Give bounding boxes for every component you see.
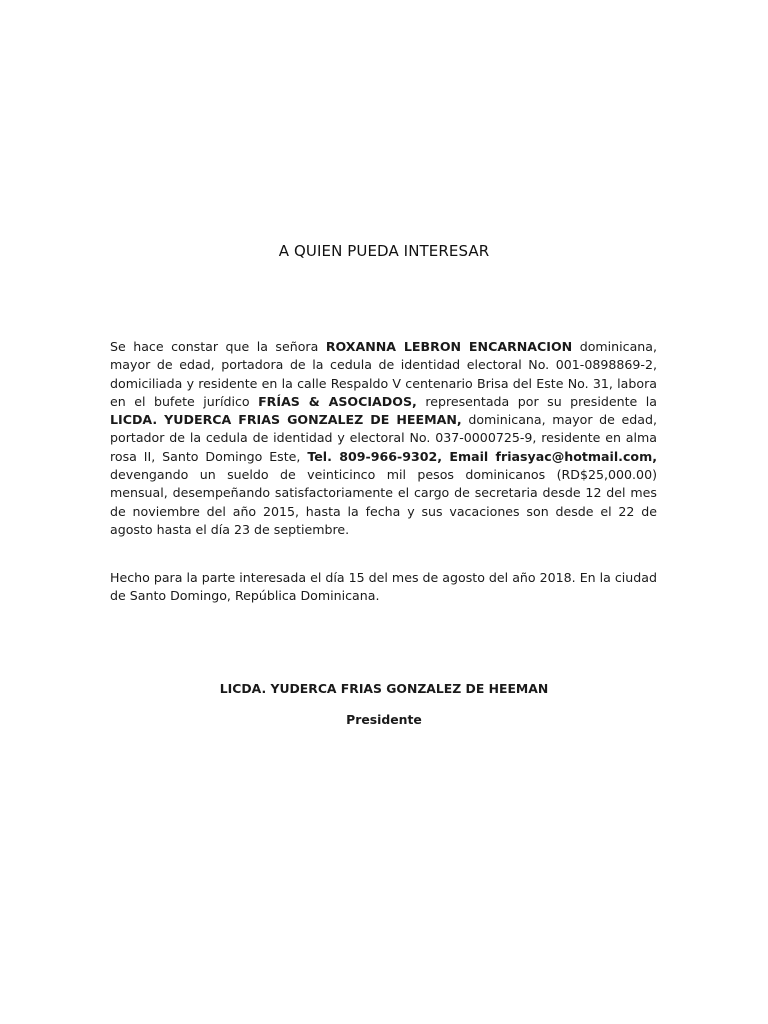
document-title: A QUIEN PUEDA INTERESAR: [278, 242, 490, 260]
text-segment: representada por su presidente la: [416, 393, 657, 409]
text-segment: Se hace constar que la señora: [110, 339, 326, 354]
employee-name: ROXANNA LEBRON ENCARNACION: [325, 339, 573, 354]
signature-role: Presidente: [346, 712, 422, 727]
text-segment: dominicana, mayor de edad, portadora de la cedula de identidad electoral No. 001-0898869-2, domiciliada y residente en la calle Respaldo V centenario Brisa del Este No. 31, labora en el bufete jurídico: [110, 339, 658, 409]
text-segment: dominicana, mayor de edad, portador de la cedula de identidad y electoral No. 037-0000725-9, residente en alma rosa II, Santo Domingo Este,: [110, 412, 657, 464]
signature-name: LICDA. YUDERCA FRIAS GONZALEZ DE HEEMAN: [219, 681, 549, 696]
body-paragraph-issued: Hecho para la parte interesada el día 15 del mes de agosto del año 2018. En la ciudad de Santo Domingo, República Dominicana.: [110, 570, 657, 604]
contact-info: Tel. 809-966-9302, Email friasyac@hotmail.com,: [307, 448, 657, 464]
firm-name: FRÍAS & ASOCIADOS,: [258, 393, 417, 409]
body-paragraph-certification: [110, 338, 657, 539]
text-segment: devengando un sueldo de veinticinco mil pesos dominicanos (RD$25,000.00) mensual, desempeñando satisfactoriamente el cargo de secretaria desde 12 del mes de noviembre del año 2015, hasta la fecha y sus vacaciones son desde el 22 de agosto hasta el día 23 de septiembre.: [110, 467, 657, 537]
president-name: LICDA. YUDERCA FRIAS GONZALEZ DE HEEMAN,: [110, 412, 462, 428]
